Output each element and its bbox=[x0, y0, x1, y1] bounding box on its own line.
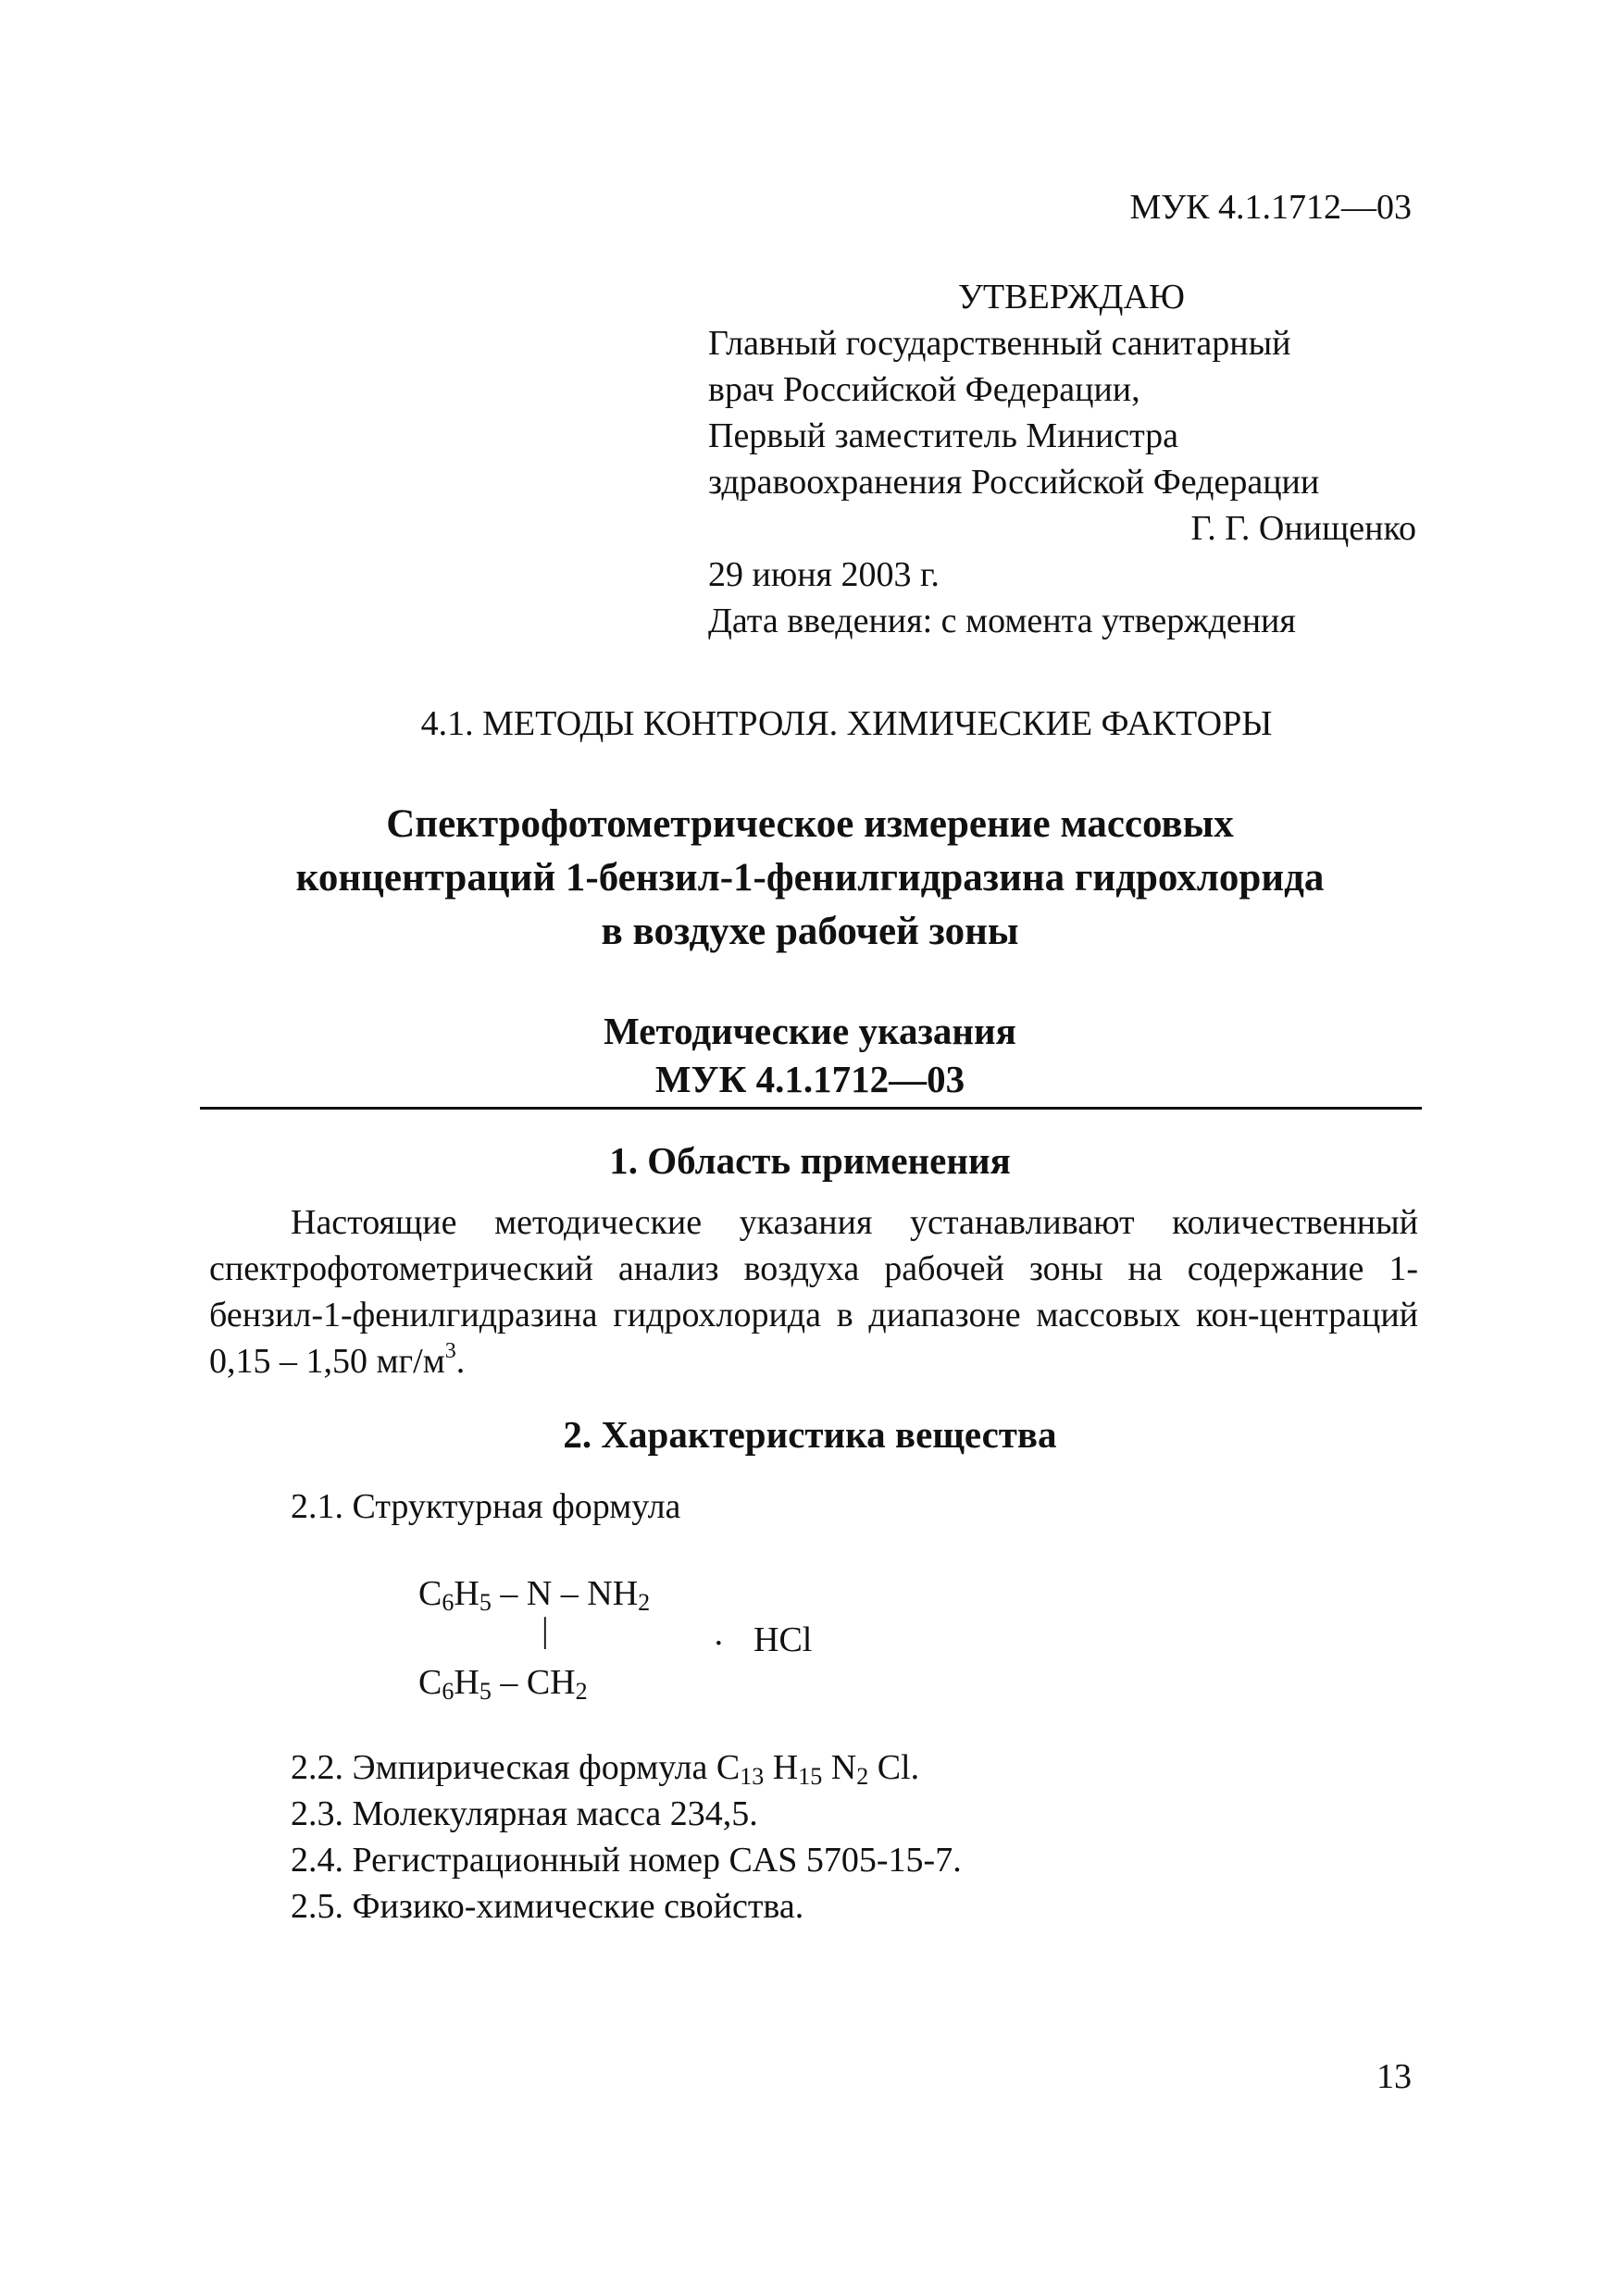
formula-line-3: $C_6H_5 - CH_2$ bbox=[418, 1663, 588, 1705]
formula-line-1: $C_6H_5$ – N – $NH_2$ bbox=[418, 1574, 651, 1616]
title-line: в воздухе рабочей зоны bbox=[601, 910, 1019, 953]
effective-date: Дата введения: с момента утверждения bbox=[708, 602, 1296, 640]
method-code: МУК 4.1.1712—03 bbox=[654, 1058, 965, 1100]
approval-line: врач Российской Федерации, bbox=[708, 370, 1140, 409]
item-2-4: 2.4. Регистрационный номер CAS 5705-15-7. bbox=[291, 1841, 962, 1880]
approval-line: здравоохранения Российской Федерации bbox=[708, 463, 1320, 502]
approval-block bbox=[708, 274, 1416, 644]
title-line: концентраций 1-бензил-1-фенилгидразина гидрохлорида bbox=[295, 856, 1325, 900]
formula-hcl: HCl bbox=[753, 1620, 813, 1659]
category-heading: 4.1. МЕТОДЫ КОНТРОЛЯ. ХИМИЧЕСКИЕ ФАКТОРЫ bbox=[420, 704, 1273, 743]
item-2-1: 2.1. Структурная формула bbox=[291, 1487, 681, 1526]
section-1-paragraph bbox=[209, 1199, 1418, 1384]
section-2-heading: 2. Характеристика вещества bbox=[563, 1413, 1057, 1456]
superscript: 3 bbox=[444, 1339, 456, 1363]
document-title bbox=[185, 798, 1435, 959]
approval-date: 29 июня 2003 г. bbox=[708, 555, 940, 594]
paragraph-end: . bbox=[455, 1342, 466, 1381]
title-line: Спектрофотометрическое измерение массовых bbox=[386, 802, 1234, 846]
method-title bbox=[185, 1007, 1435, 1103]
approval-heading: УТВЕРЖДАЮ bbox=[958, 278, 1185, 316]
section-1-heading: 1. Область применения bbox=[609, 1139, 1011, 1182]
formula-bond: | bbox=[542, 1611, 549, 1650]
paragraph-text: Настоящие методические указания устанавливают количественный спектрофотометрический анализ воздуха рабочей зоны на содержание 1-бензил-1-фенилгидразина гидрохлорида в диапазоне массовых кон-центраций 0,15 – 1,50 мг/м bbox=[209, 1203, 1418, 1381]
method-type: Методические указания bbox=[604, 1010, 1016, 1052]
structural-formula bbox=[418, 1573, 900, 1712]
item-2-5: 2.5. Физико-химические свойства. bbox=[291, 1887, 804, 1926]
approval-line: Главный государственный санитарный bbox=[708, 324, 1291, 363]
item-2-3: 2.3. Молекулярная масса 234,5. bbox=[291, 1794, 758, 1833]
page-number: 13 bbox=[1376, 2057, 1412, 2096]
document-code-header: МУК 4.1.1712—03 bbox=[1129, 188, 1412, 227]
horizontal-rule bbox=[200, 1107, 1422, 1110]
formula-dot: · bbox=[713, 1624, 725, 1663]
approval-line: Первый заместитель Министра bbox=[708, 416, 1179, 455]
item-2-2: 2.2. Эмпирическая формула $C_{13}$ $H_{15}$ $N_2$ Cl. bbox=[291, 1748, 920, 1790]
approval-signatory: Г. Г. Онищенко bbox=[1190, 509, 1416, 548]
